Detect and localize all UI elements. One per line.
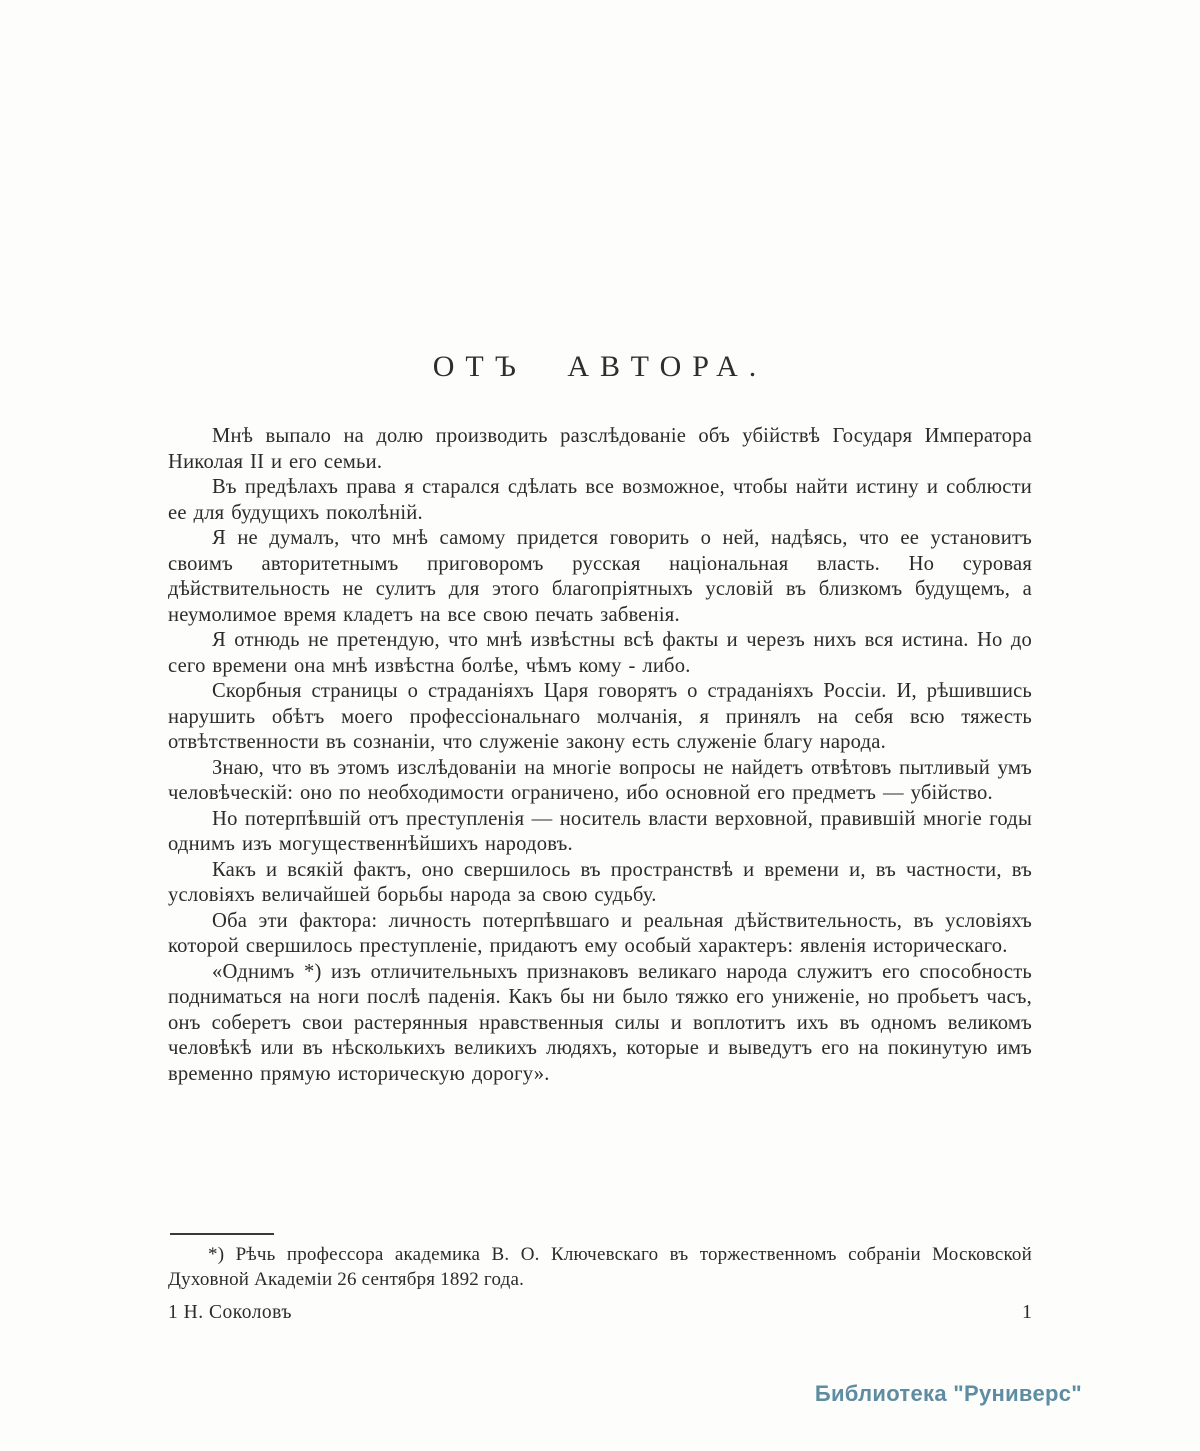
paragraph: Но потерпѣвшій отъ преступленія — носитель власти верховной, правившій многіе годы однимъ изъ могущественнѣйшихъ народовъ.	[168, 807, 1032, 855]
paragraph: Я отнюдь не претендую, что мнѣ извѣстны всѣ факты и черезъ нихъ вся истина. Но до сего времени она мнѣ извѣстна болѣе, чѣмъ кому - либо.	[168, 629, 1032, 677]
paragraph: Какъ и всякій фактъ, оно свершилось въ пространствѣ и времени и, въ частности, въ условіяхъ величайшей борьбы народа за свою судьбу.	[168, 858, 1032, 906]
library-watermark: Библиотека "Руниверс"	[814, 1381, 1082, 1406]
page-footer	[168, 1301, 1032, 1324]
footnote-separator	[170, 1233, 274, 1235]
paragraph: Я не думалъ, что мнѣ самому придется говорить о ней, надѣясь, что ее установитъ своимъ авторитетнымъ приговоромъ русская національная власть. Но суровая дѣйствительность не сулитъ для этого благопріятныхъ условій въ близкомъ будущемъ, а неумолимое время кладетъ на все свою печать забвенія.	[168, 527, 1032, 626]
paragraph: Оба эти фактора: личность потерпѣвшаго и реальная дѣйствительность, въ условіяхъ которой свершилось преступленіе, придаютъ ему особый характеръ: явленія историческаго.	[168, 909, 1032, 957]
paragraph: Мнѣ выпало на долю производить разслѣдованіе объ убійствѣ Государя Императора Николая II и его семьи.	[168, 425, 1032, 473]
paragraph: «Однимъ *) изъ отличительныхъ признаковъ великаго народа служитъ его способность подниматься на ноги послѣ паденія. Какъ бы ни было тяжко его униженіе, но пробьетъ часъ, онъ соберетъ свои растерянныя нравственныя силы и воплотитъ ихъ въ одномъ великомъ человѣкѣ или въ нѣсколькихъ великихъ людяхъ, которые и выведутъ его на покинутую имъ временно прямую историческую дорогу».	[168, 960, 1032, 1085]
signature-mark: 1 Н. Соколовъ	[168, 1302, 292, 1323]
paragraph: Знаю, что въ этомъ изслѣдованіи на многіе вопросы не найдетъ отвѣтовъ пытливый умъ человѣческій: оно по необходимости ограничено, ибо основной его предметъ — убійство.	[168, 756, 1032, 804]
paragraph: Скорбныя страницы о страданіяхъ Царя говорятъ о страданіяхъ Россіи. И, рѣшившись нарушить обѣтъ моего профессіональнаго молчанія, я принялъ на себя всю тяжесть отвѣтственности въ сознаніи, что служеніе закону есть служеніе благу народа.	[168, 680, 1032, 753]
paragraph: Въ предѣлахъ права я старался сдѣлать все возможное, чтобы найти истину и соблюсти ее для будущихъ поколѣній.	[168, 476, 1032, 524]
body-text	[168, 424, 1032, 1087]
page-title: ОТЪ АВТОРА.	[432, 350, 768, 383]
page-number: 1	[1022, 1301, 1032, 1323]
footnote-text: *) Рѣчь профессора академика В. О. Ключевскаго въ торжественномъ собраніи Московской Духовной Академіи 26 сентября 1892 года.	[168, 1244, 1032, 1290]
footnote	[168, 1243, 1032, 1292]
